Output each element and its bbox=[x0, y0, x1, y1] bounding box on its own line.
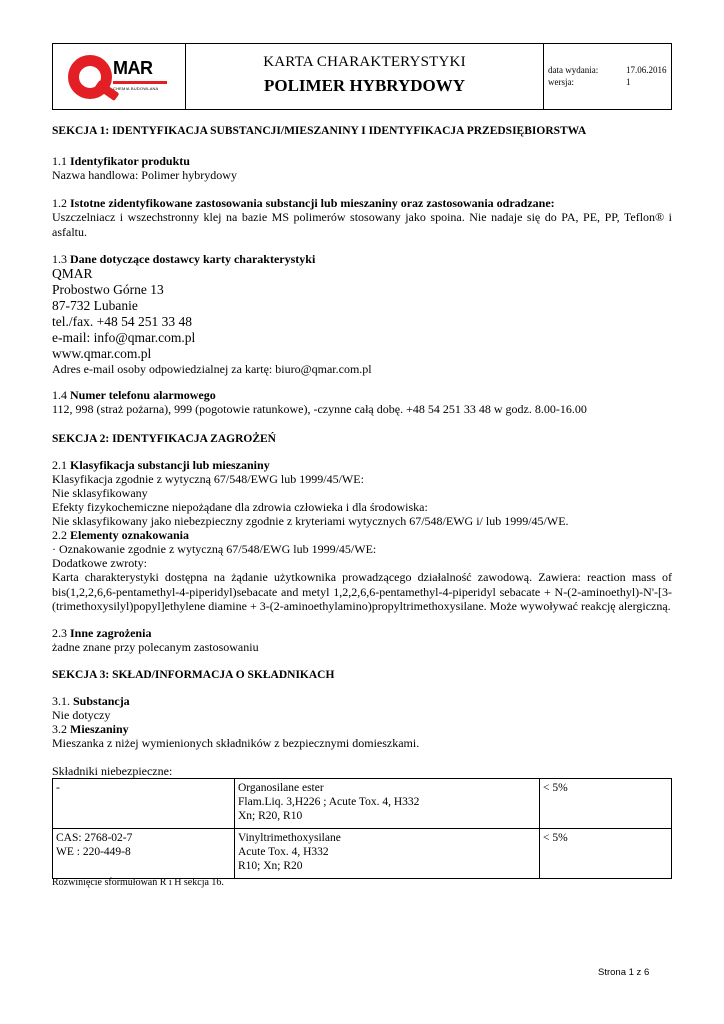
subsection-3-2-heading bbox=[52, 722, 672, 737]
subsection-1-1-heading bbox=[52, 154, 672, 169]
logo-subtitle: CHEMIA BUDOWLANA bbox=[113, 86, 159, 91]
component-id: CAS: 2768-02-7 WE : 220-449-8 bbox=[53, 829, 235, 879]
subsection-1-3-heading bbox=[52, 252, 672, 267]
subsection-number: 3.2 bbox=[52, 722, 70, 736]
supplier-phone: tel./fax. +48 54 251 33 48 bbox=[52, 314, 192, 329]
product-usage: Uszczelniacz i wszechstronny klej na bazie MS polimerów stosowany jako spoina. Nie nadaje się do PA, PE, PP, Teflon® i asfaltu. bbox=[52, 210, 672, 239]
issue-date-label: data wydania: bbox=[548, 65, 599, 75]
subsection-title: Istotne zidentyfikowane zastosowania substancji lub mieszaniny oraz zastosowania odradzane: bbox=[70, 196, 555, 210]
logo-text: MAR bbox=[113, 58, 153, 78]
hazardous-components-table bbox=[52, 778, 672, 879]
other-hazards: żadne znane przy polecanym zastosowaniu bbox=[52, 640, 259, 654]
section-1-heading: SEKCJA 1: IDENTYFIKACJA SUBSTANCJI/MIESZANINY I IDENTYFIKACJA PRZEDSIĘBIORSTWA bbox=[52, 125, 587, 137]
component-description: Vinyltrimethoxysilane Acute Tox. 4, H332 R10; Xn; R20 bbox=[235, 829, 540, 879]
version-row bbox=[548, 76, 667, 88]
version-value: 1 bbox=[626, 77, 631, 87]
subsection-title: Inne zagrożenia bbox=[70, 626, 152, 640]
classification-line: Nie sklasyfikowany jako niebezpieczny zgodnie z kryteriami wytycznych 67/548/EWG i/ lub 1999/45/WE. bbox=[52, 514, 569, 528]
document-header bbox=[52, 43, 672, 110]
component-description: Organosilane ester Flam.Liq. 3,H226 ; Acute Tox. 4, H332 Xn; R20, R10 bbox=[235, 779, 540, 829]
logo-bar bbox=[113, 81, 167, 84]
mixture-text: Mieszanka z niżej wymienionych składników z bezpiecznymi domieszkami. bbox=[52, 736, 420, 750]
section-3-heading: SEKCJA 3: SKŁAD/INFORMACJA O SKŁADNIKACH bbox=[52, 669, 335, 681]
subsection-2-3-heading bbox=[52, 626, 672, 641]
component-id: - bbox=[53, 779, 235, 829]
subsection-title: Klasyfikacja substancji lub mieszaniny bbox=[70, 458, 270, 472]
emergency-numbers: 112, 998 (straż pożarna), 999 (pogotowie ratunkowe), -czynne całą dobę. +48 54 251 33 48 w godz. 8.00-16.00 bbox=[52, 402, 587, 416]
supplier-name: QMAR bbox=[52, 266, 93, 281]
subsection-title: Mieszaniny bbox=[70, 722, 129, 736]
subsection-number: 2.2 bbox=[52, 528, 70, 542]
issue-date-value: 17.06.2016 bbox=[626, 65, 667, 75]
version-label: wersja: bbox=[548, 77, 574, 87]
table-footnote: Rozwinięcie sformułowań R i H sekcja 16. bbox=[52, 877, 224, 888]
table-row bbox=[53, 829, 672, 879]
supplier-street: Probostwo Górne 13 bbox=[52, 282, 164, 297]
section-2-heading: SEKCJA 2: IDENTYFIKACJA ZAGROŻEŃ bbox=[52, 433, 276, 445]
subsection-number: 3.1. bbox=[52, 694, 73, 708]
subsection-number: 1.1 bbox=[52, 154, 70, 168]
subsection-title: Elementy oznakowania bbox=[70, 528, 190, 542]
responsible-email: Adres e-mail osoby odpowiedzialnej za kartę: biuro@qmar.com.pl bbox=[52, 362, 372, 376]
subsection-title: Dane dotyczące dostawcy karty charakterystyki bbox=[70, 252, 316, 266]
subsection-number: 2.1 bbox=[52, 458, 70, 472]
document-title: KARTA CHARAKTERYSTYKI bbox=[263, 54, 466, 70]
subsection-number: 2.3 bbox=[52, 626, 70, 640]
subsection-2-2-heading bbox=[52, 528, 672, 543]
supplier-city: 87-732 Lubanie bbox=[52, 298, 138, 313]
classification-line: Efekty fizykochemiczne niepożądane dla zdrowia człowieka i dla środowiska: bbox=[52, 500, 428, 514]
subsection-title: Identyfikator produktu bbox=[70, 154, 190, 168]
labelling-line: Dodatkowe zwroty: bbox=[52, 556, 147, 570]
component-percentage: < 5% bbox=[540, 829, 672, 879]
table-row bbox=[53, 779, 672, 829]
header-title-cell bbox=[186, 44, 544, 109]
substance-text: Nie dotyczy bbox=[52, 708, 111, 722]
subsection-3-1-heading bbox=[52, 694, 672, 709]
company-logo bbox=[53, 44, 186, 109]
product-title: POLIMER HYBRYDOWY bbox=[263, 75, 466, 95]
classification-line: Nie sklasyfikowany bbox=[52, 486, 148, 500]
subsection-title: Numer telefonu alarmowego bbox=[70, 388, 216, 402]
component-percentage: < 5% bbox=[540, 779, 672, 829]
subsection-1-4-heading bbox=[52, 388, 672, 403]
classification-line: Klasyfikacja zgodnie z wytyczną 67/548/EWG lub 1999/45/WE: bbox=[52, 472, 364, 486]
hazardous-components-label: Składniki niebezpieczne: bbox=[52, 764, 173, 778]
subsection-2-1-heading bbox=[52, 458, 672, 473]
subsection-1-2-heading bbox=[52, 196, 672, 211]
trade-name: Nazwa handlowa: Polimer hybrydowy bbox=[52, 168, 237, 182]
supplier-website: www.qmar.com.pl bbox=[52, 346, 152, 361]
labelling-text: Karta charakterystyki dostępna na żądanie użytkownika prowadzącego działalność zawodową. Zawiera: reaction mass of bis(1,2,2,6,6-pentamethyl-4-piperidyl)sebacate and metyl 1,2,2,6,6-pentamethyl-4-piperidyl sebacate + N-(2-aminoethyl)-N'-[3-(trimethoxysilyl)popyl]ethylene diamine + 3-(2-aminoethylamino)propyltrimethoxysilane. Może wywoływać reakcję alergiczną. bbox=[52, 570, 672, 613]
labelling-line: · Oznakowanie zgodnie z wytyczną 67/548/EWG lub 1999/45/WE: bbox=[52, 542, 377, 556]
subsection-number: 1.3 bbox=[52, 252, 70, 266]
subsection-number: 1.2 bbox=[52, 196, 70, 210]
supplier-email: e-mail: info@qmar.com.pl bbox=[52, 330, 196, 345]
subsection-number: 1.4 bbox=[52, 388, 70, 402]
issue-date-row bbox=[548, 64, 667, 76]
header-meta-cell bbox=[544, 44, 671, 109]
subsection-title: Substancja bbox=[73, 694, 130, 708]
page-number: Strona 1 z 6 bbox=[598, 967, 650, 978]
